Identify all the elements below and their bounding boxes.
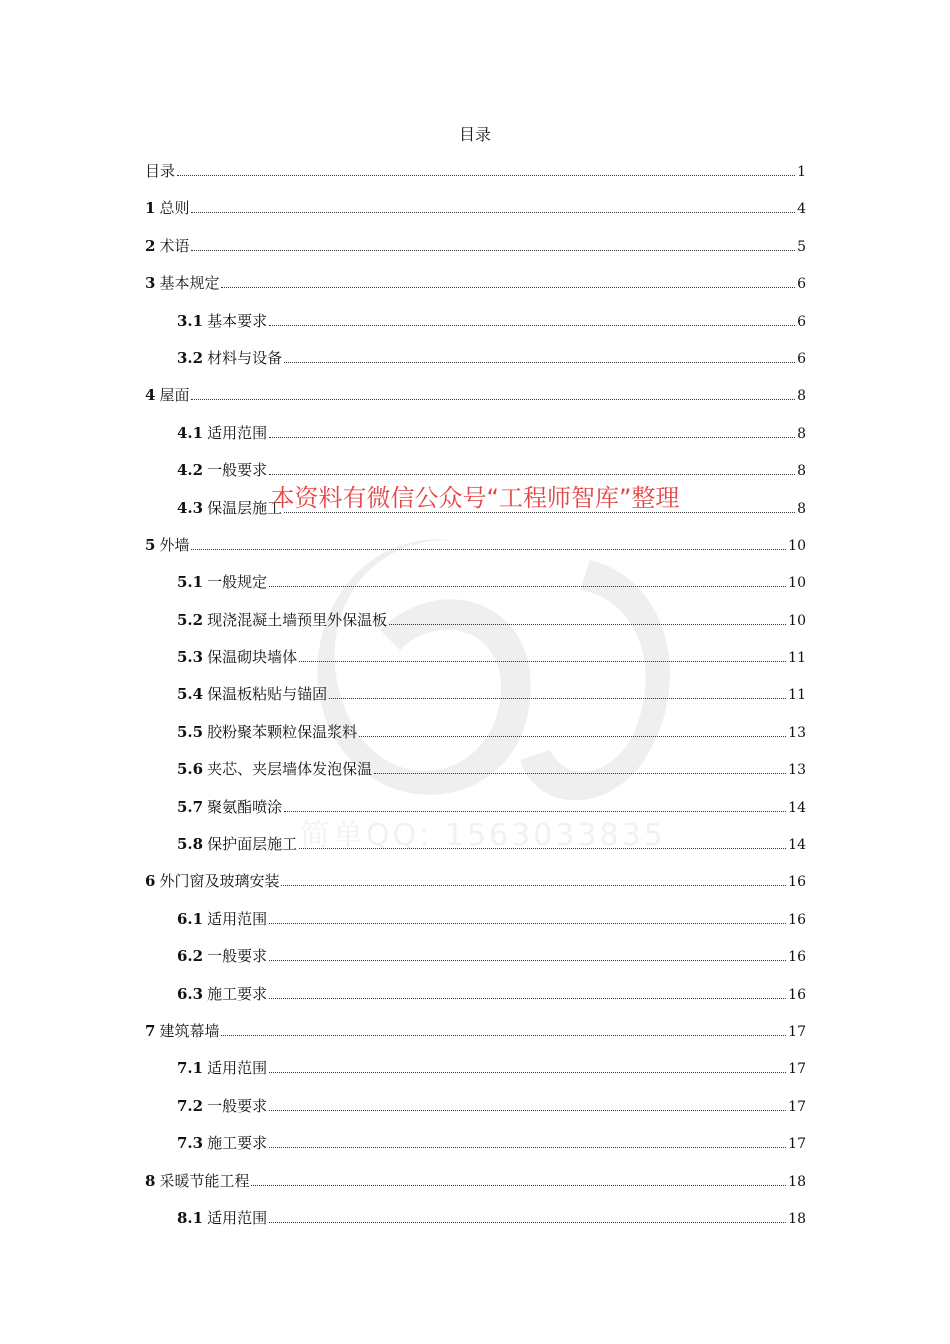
toc-entry[interactable]: [145, 347, 806, 384]
toc-dot-leader: [269, 1072, 786, 1073]
toc-entry[interactable]: [145, 1170, 806, 1207]
toc-entry-label: 一般要求: [207, 1096, 268, 1115]
toc-entry-number: 4.1: [177, 423, 204, 442]
toc-entry-page-number: 10: [788, 575, 806, 592]
toc-entry[interactable]: [145, 721, 806, 758]
toc-dot-leader: [221, 1035, 786, 1036]
toc-entry-page-number: 16: [788, 949, 806, 966]
toc-entry-number: 7.3: [177, 1134, 204, 1153]
toc-entry-page-number: 6: [797, 313, 806, 330]
toc-entry-label: 适用范围: [207, 423, 268, 442]
toc-entry-number: 4: [145, 386, 156, 405]
toc-entry[interactable]: [145, 1095, 806, 1132]
toc-entry-number: 5.6: [177, 760, 204, 779]
table-of-contents: [145, 160, 806, 1244]
toc-entry-number: 1: [145, 199, 156, 218]
toc-entry[interactable]: [145, 609, 806, 646]
toc-entry-number: 4.3: [177, 498, 204, 517]
toc-entry-number: 2: [145, 236, 156, 255]
toc-dot-leader: [389, 624, 786, 625]
toc-entry[interactable]: [145, 1132, 806, 1169]
toc-dot-leader: [269, 474, 795, 475]
toc-entry-page-number: 8: [797, 388, 806, 405]
toc-dot-leader: [269, 1110, 786, 1111]
toc-entry-label: 聚氨酯喷涂: [207, 797, 283, 816]
toc-entry-label: 施工要求: [207, 984, 268, 1003]
toc-entry-page-number: 17: [788, 1136, 806, 1153]
toc-entry[interactable]: [145, 422, 806, 459]
toc-entry-page-number: 18: [788, 1173, 806, 1190]
toc-entry-label: 一般要求: [207, 947, 268, 966]
toc-entry[interactable]: [145, 534, 806, 571]
toc-entry-page-number: 10: [788, 537, 806, 554]
toc-entry-number: 7.2: [177, 1096, 204, 1115]
toc-entry-number: 5.8: [177, 835, 204, 854]
toc-entry[interactable]: [145, 646, 806, 683]
toc-entry-number: 5.4: [177, 685, 204, 704]
toc-entry-label: 采暖节能工程: [159, 1171, 250, 1190]
toc-entry[interactable]: [145, 833, 806, 870]
toc-dot-leader: [299, 848, 786, 849]
toc-entry-page-number: 6: [797, 350, 806, 367]
toc-dot-leader: [374, 773, 786, 774]
toc-entry-label: 保温板粘贴与锚固: [207, 685, 328, 704]
toc-entry[interactable]: [145, 983, 806, 1020]
toc-entry-label: 基本规定: [159, 274, 220, 293]
toc-entry-label: 胶粉聚苯颗粒保温浆料: [207, 722, 358, 741]
toc-dot-leader: [269, 586, 786, 587]
toc-entry-number: 3.1: [177, 311, 204, 330]
toc-entry-number: 5.7: [177, 797, 204, 816]
toc-entry[interactable]: [145, 1020, 806, 1057]
red-watermark-text: 本资料有微信公众号“工程师智库”整理: [270, 484, 680, 512]
toc-entry-number: 5.2: [177, 610, 204, 629]
toc-entry-label: 材料与设备: [207, 348, 283, 367]
toc-dot-leader: [269, 960, 786, 961]
toc-dot-leader: [191, 212, 795, 213]
toc-dot-leader: [269, 1222, 786, 1223]
toc-entry[interactable]: [145, 1207, 806, 1244]
toc-entry-page-number: 6: [797, 276, 806, 293]
toc-entry[interactable]: [145, 758, 806, 795]
toc-entry-page-number: 13: [788, 724, 806, 741]
toc-entry[interactable]: [145, 945, 806, 982]
toc-entry-page-number: 13: [788, 762, 806, 779]
document-title: 目录: [458, 125, 491, 144]
toc-entry-number: 5: [145, 535, 156, 554]
toc-entry-page-number: 11: [788, 650, 806, 667]
toc-entry[interactable]: [145, 683, 806, 720]
toc-dot-leader: [269, 998, 786, 999]
toc-dot-leader: [281, 885, 786, 886]
toc-entry-label: 保温层施工: [207, 498, 283, 517]
toc-dot-leader: [299, 661, 786, 662]
toc-entry-page-number: 8: [797, 463, 806, 480]
toc-dot-leader: [251, 1185, 786, 1186]
toc-entry-label: 术语: [159, 236, 190, 255]
toc-entry-label: 一般规定: [207, 573, 268, 592]
toc-entry[interactable]: [145, 384, 806, 421]
toc-dot-leader: [191, 549, 786, 550]
toc-entry-number: 5.5: [177, 722, 204, 741]
toc-entry-page-number: 16: [788, 986, 806, 1003]
toc-entry-label: 夹芯、夹层墙体发泡保温: [207, 760, 373, 779]
toc-entry-page-number: 4: [797, 201, 806, 218]
toc-entry-page-number: 14: [788, 837, 806, 854]
toc-entry[interactable]: [145, 1057, 806, 1094]
toc-dot-leader: [329, 698, 786, 699]
toc-entry-label: 屋面: [159, 386, 190, 405]
toc-dot-leader: [191, 399, 795, 400]
toc-entry-page-number: 8: [797, 425, 806, 442]
toc-entry-page-number: 1: [797, 164, 806, 180]
toc-entry-label: 施工要求: [207, 1134, 268, 1153]
toc-entry[interactable]: [145, 796, 806, 833]
toc-entry-label: 目录: [145, 162, 176, 180]
toc-entry-number: 7.1: [177, 1059, 204, 1078]
toc-dot-leader: [269, 325, 795, 326]
toc-entry-number: 6.2: [177, 947, 204, 966]
toc-entry[interactable]: [145, 272, 806, 309]
toc-entry-number: 6.3: [177, 984, 204, 1003]
toc-entry-number: 8.1: [177, 1208, 204, 1227]
toc-entry-number: 8: [145, 1171, 156, 1190]
toc-entry-number: 5.3: [177, 648, 204, 667]
toc-entry-label: 总则: [159, 199, 190, 218]
toc-entry-page-number: 5: [797, 238, 806, 255]
toc-dot-leader: [221, 287, 795, 288]
toc-entry[interactable]: [145, 310, 806, 347]
toc-entry-number: 3: [145, 274, 156, 293]
toc-dot-leader: [359, 736, 786, 737]
toc-dot-leader: [269, 1147, 786, 1148]
toc-entry-page-number: 11: [788, 687, 806, 704]
toc-dot-leader: [191, 250, 795, 251]
toc-entry-number: 5.1: [177, 573, 204, 592]
toc-dot-leader: [177, 175, 795, 176]
toc-entry-label: 外墙: [159, 535, 190, 554]
toc-entry[interactable]: [145, 235, 806, 272]
toc-entry-page-number: 16: [788, 874, 806, 891]
toc-entry-label: 适用范围: [207, 909, 268, 928]
toc-dot-leader: [269, 437, 795, 438]
faint-qq-watermark: 简单QQ: 1563033835: [300, 818, 666, 853]
toc-entry[interactable]: [145, 160, 806, 197]
toc-entry-page-number: 18: [788, 1210, 806, 1227]
toc-entry[interactable]: [145, 870, 806, 907]
toc-entry-number: 6.1: [177, 909, 204, 928]
toc-entry-page-number: 14: [788, 799, 806, 816]
toc-entry-label: 保护面层施工: [207, 835, 298, 854]
toc-entry-page-number: 17: [788, 1061, 806, 1078]
toc-entry-number: 4.2: [177, 461, 204, 480]
toc-entry[interactable]: [145, 908, 806, 945]
toc-entry-page-number: 17: [788, 1023, 806, 1040]
toc-entry-page-number: 16: [788, 911, 806, 928]
toc-entry[interactable]: [145, 197, 806, 234]
toc-entry-label: 一般要求: [207, 461, 268, 480]
toc-entry-page-number: 8: [797, 500, 806, 517]
toc-entry-label: 保温砌块墙体: [207, 648, 298, 667]
toc-dot-leader: [284, 811, 786, 812]
toc-entry-label: 适用范围: [207, 1059, 268, 1078]
toc-entry-label: 现浇混凝土墙预里外保温板: [207, 610, 388, 629]
toc-entry-page-number: 17: [788, 1098, 806, 1115]
toc-entry-number: 3.2: [177, 348, 204, 367]
toc-entry-page-number: 10: [788, 612, 806, 629]
toc-entry-label: 外门窗及玻璃安装: [159, 872, 280, 891]
toc-entry[interactable]: [145, 571, 806, 608]
toc-entry-label: 建筑幕墙: [159, 1021, 220, 1040]
toc-entry-label: 适用范围: [207, 1208, 268, 1227]
toc-entry-number: 7: [145, 1021, 156, 1040]
toc-dot-leader: [284, 362, 795, 363]
toc-dot-leader: [269, 923, 786, 924]
toc-entry-label: 基本要求: [207, 311, 268, 330]
toc-entry-number: 6: [145, 872, 156, 891]
